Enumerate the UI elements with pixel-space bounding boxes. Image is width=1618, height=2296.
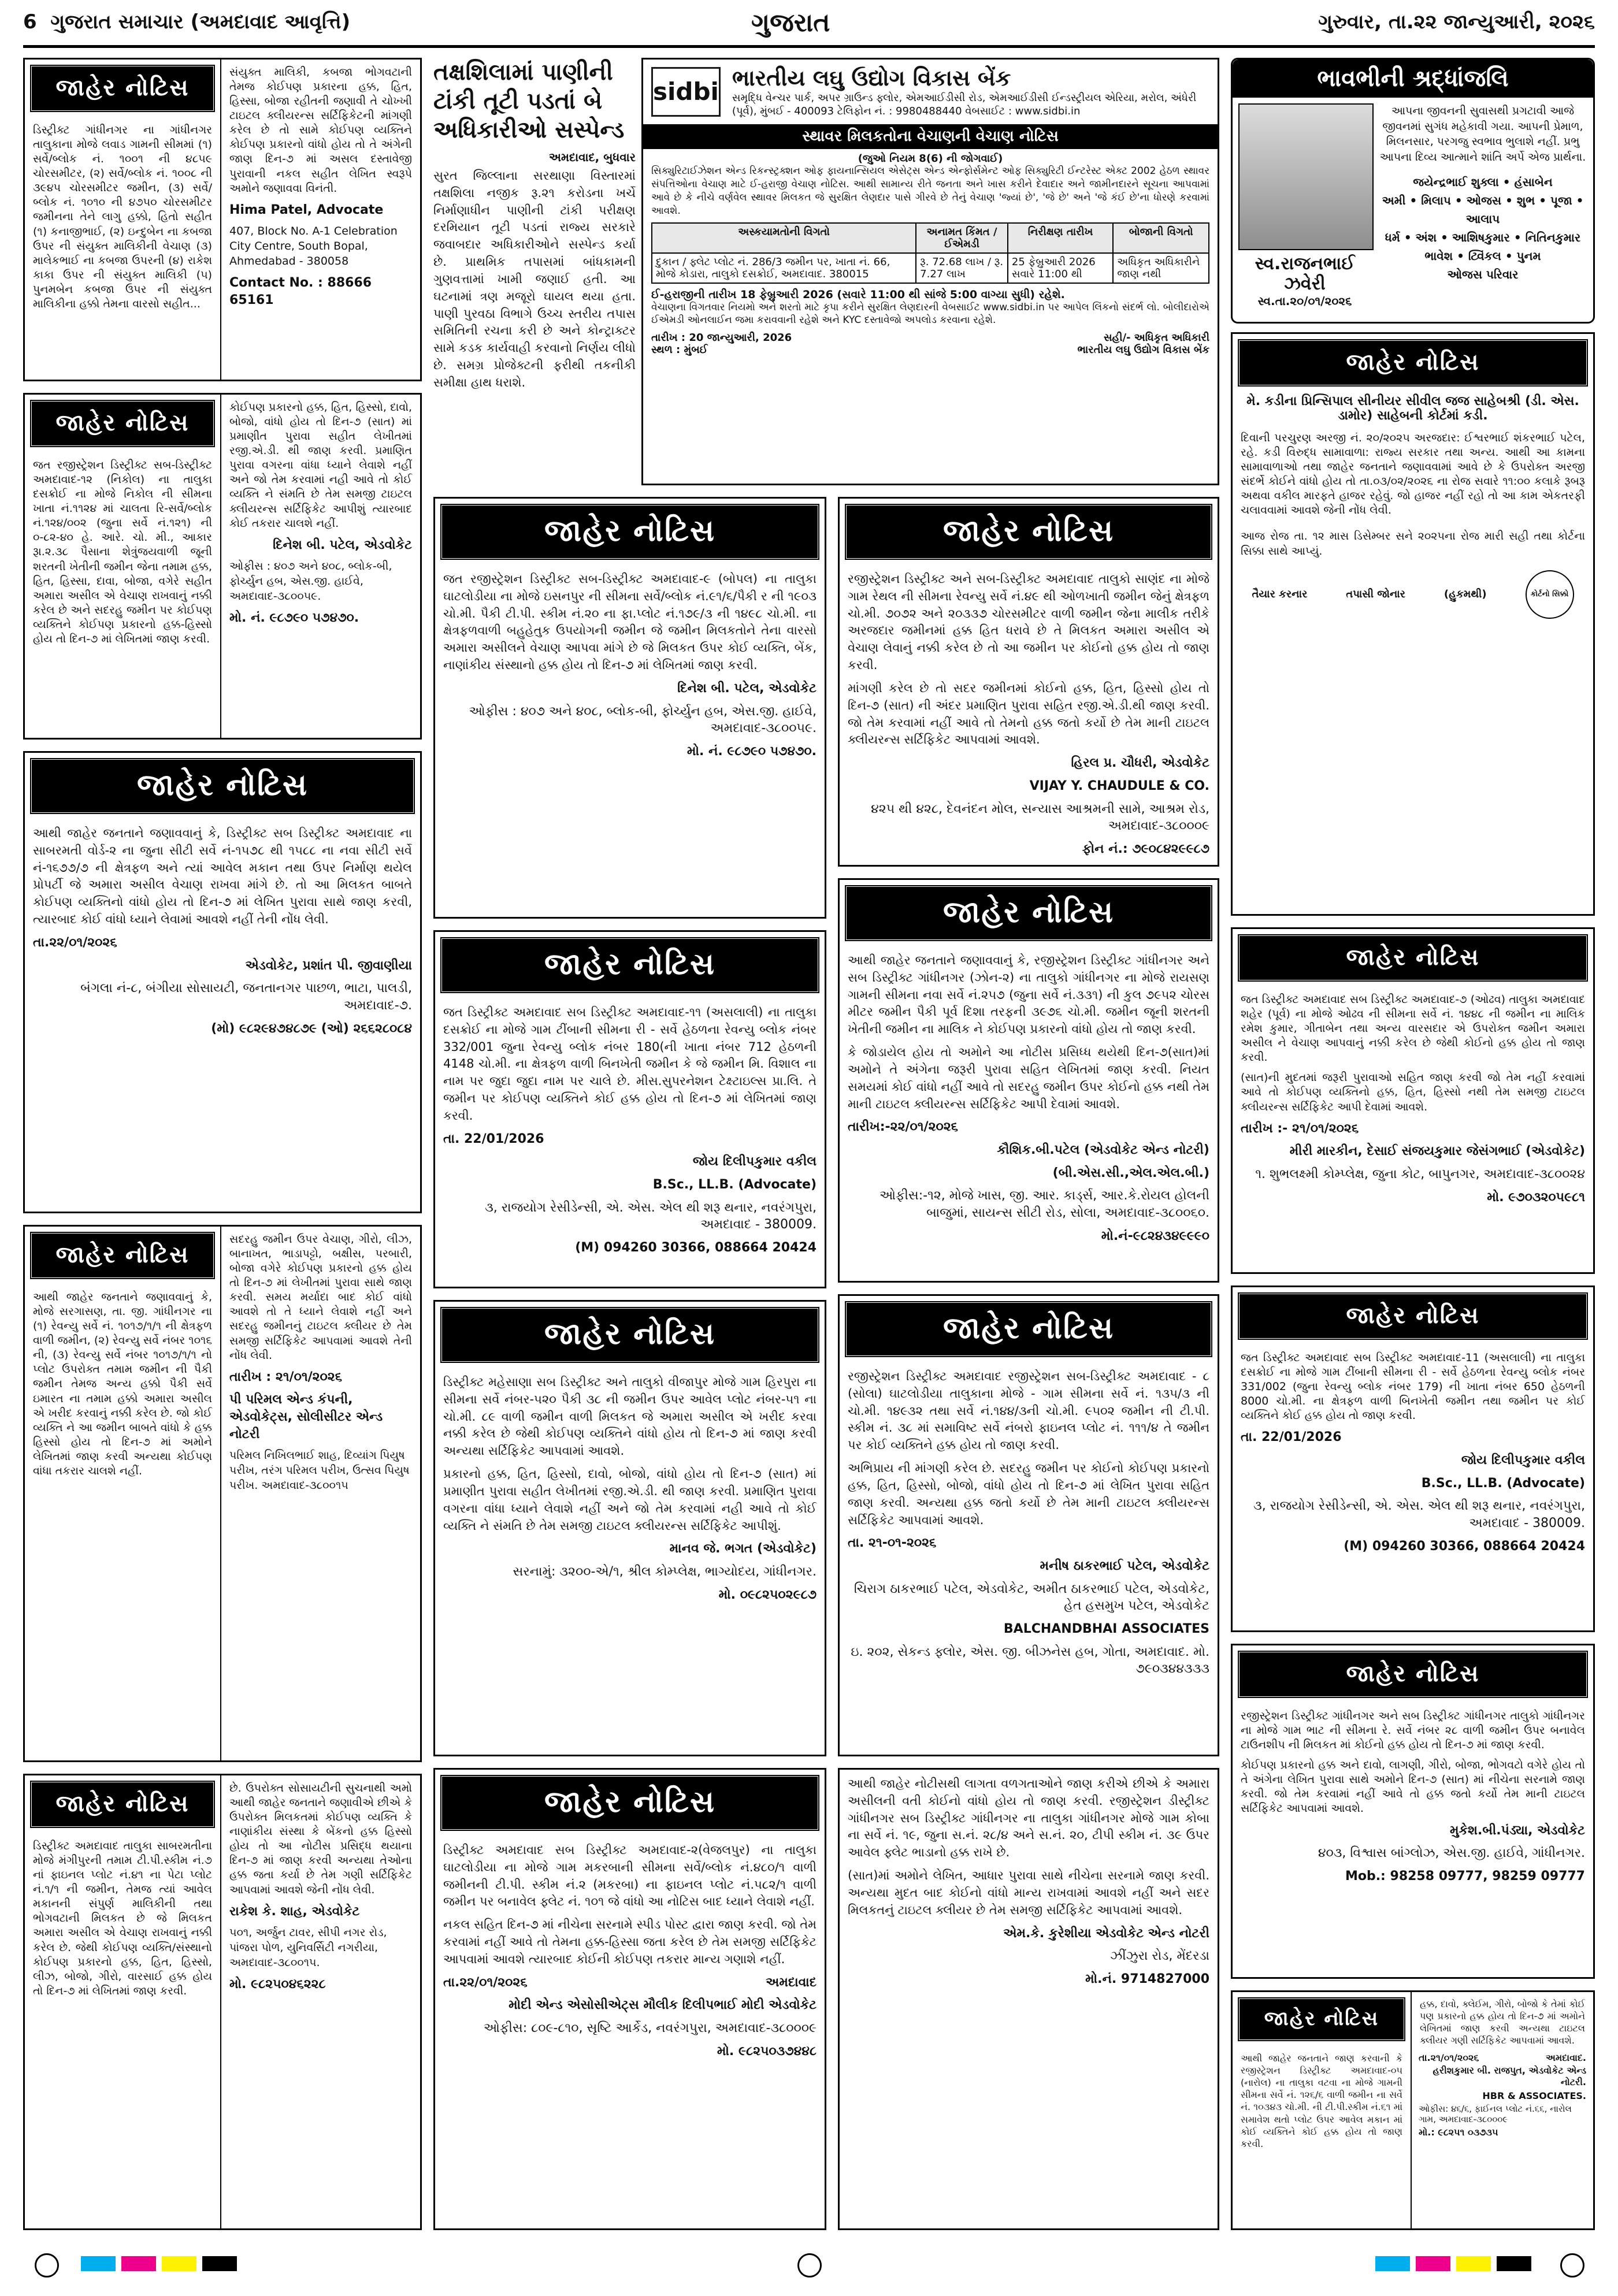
notice-body-2: કોઈપણ પ્રકારનો હક્ક અને દાવો, લાગણી, ગીરો, બોજા, ભોગવટો વગેરે હોય તો તે અંગેના લેખિત પુરાવા સાથે અમોને દિન-૭ (સાત) માં નીચેના સરનામે જાણ કરવી. જો તેમ કરવામાં નહીં આવે તો હક્ક જતો કર્યો તેમ માની ટાઇટલ સર્ટિફિકેટ આપવામાં આવશે. [1241, 1759, 1585, 1815]
page-masthead-left [23, 10, 350, 34]
masthead-rule [23, 45, 1595, 48]
notice-banner: જાહેર નોટિસ [1237, 1292, 1589, 1340]
bank-address: સમૃદ્ધિ વેન્ચર પાર્ક, અપર ગ્રાઉન્ડ ફ્લોર, એમઆઈડીસી રોડ, એમઆઈડીસી ઈન્ડસ્ટ્રીયલ એરિયા, મરોલ, અંધેરી (પૂર્વ), મુંબઈ - 400093 ટેલિફોન નં. : 9980488440 વેબસાઈટ : www.sidbi.in [732, 92, 1197, 118]
notice-body: આથી જાહેર જનતાને જાણ કરવાની કે રજીસ્ટ્રેશન ડિસ્ટ્રીક્ટ અમદાવાદ-૦૫ (નારોલ) ના તાલુકા વટવા ના મોજે ગામની સીમના સર્વે નં. ૧૨૬/૬ વાળી જમીન ના સર્વે નં. ૧૦૩૪૩ ચો.મી. ની ટી.પી.સ્કીમ નં.૬૧ માં સમાવેશ થતો પ્લોટ ઉપર આવેલ મકાન માં કોઈ વ્યક્તિને કોઈ હક્ક હોય તો જાણ કરવી. [1241, 2053, 1403, 2149]
public-notice-6 [433, 497, 826, 919]
notice-banner: જાહેર નોટિસ [440, 1774, 820, 1831]
public-notice-5 [23, 1774, 422, 2230]
notice-body: રજીસ્ટ્રેશન ડિસ્ટ્રીક્ટ અને સબ-ડિસ્ટ્રીક્ટ અમદાવાદ તાલુકો સાણંદ ના મોજે ગામ રેથલ ની સીમના રેવન્યુ સર્વે નં.૪૯ થી ઓળખાતી જમીન જેનું ક્ષેત્રફળ ચો.મી. ૭૦૭૨ અને ૨૦૩૩૭ ચોરસમીટર વાળી જમીન જેના માલીક તરીકે અરજદાર જમીનમાં હક્ક હિત ધરાવે છે તે મિલકત અમારા અસીલ એ વેચાણ લેવાનું નક્કી કરેલ છે તો આ જમીન પર કોઈનો હક્ક હોય તો જાણ કરવી. [848, 572, 1209, 673]
public-notice-17 [1231, 1990, 1595, 2230]
notice-signer: મીરી મારકીન, દેસાઈ સંજયકુમાર જેસંગભાઈ (એડવોકેટ) [1289, 1144, 1585, 1159]
notice-contact: (M) 094260 30366, 088664 20424 [575, 1240, 817, 1255]
family-line-4: ભાવેશ • ટ્વિંકલ • પુનમ [1424, 249, 1541, 263]
table-row [652, 253, 1209, 283]
notice-body-right: છે. ઉપરોક્ત સોસાયટીની સુચનાથી અમો આથી જાહેર જનતાને જણાવીએ છીએ કે ઉપરોક્ત મિલકતમાં કોઈપણ વ્યક્તિ કે નાણાંકીય સંસ્થા કે બેંકનો હક્ક હિસ્સો હોય તો આ નોટીસ પ્રસિદ્ધ થયાના દિન-૭ માં જાણ કરવી અન્યથા તેઓના હક્ક જતા કર્યા છે તેમ ગણી સર્ટિફિકેટ આપવામાં આવશે જેની નોંધ લેવી. [229, 1782, 412, 1896]
notice-address: ૩, રાજયોગ રેસીડેન્સી, એ. એસ. એલ થી શરૂ થનાર, નવરંગપુરા, અમદાવાદ - 380009. [485, 1200, 817, 1232]
court-notice [1231, 332, 1595, 916]
notice-body-2: અભિપ્રાય ની માંગણી કરેલ છે. સદરહુ જમીન પર કોઈનો કોઈપણ પ્રકારનો હક્ક, હિત, હિસ્સો, બોજો, વાંધો હોય તો દિન-૭ માં લેખિત પુરાવા સહિત જાણ કરવી. અન્યથા હક્ક જતો કર્યો છે તેમ માની ટાઇટલ ક્લીયરન્સ સર્ટિફિકેટ આપવામાં આવશે. [848, 1461, 1209, 1527]
registration-mark [797, 2253, 822, 2278]
deceased-name: સ્વ.રાજનભાઈ ઝવેરી [1255, 254, 1355, 294]
notice-contact: મો. નં. ૯૮૭૯૦ ૫૭૪૭૦. [229, 611, 359, 626]
notice-body-right: હક્ક, દાવો, ક્લેઈમ, ગીરો, બોજો કે તેમાં કોઈ પણ પ્રકારનો હક્ક હોય તો દિન-૭ માં અમોને લેખિતમાં જાણ કરવી અન્યથા ટાઇટલ ક્લીયર ગણી સર્ટિફિકેટ આપવામાં આવશે. [1420, 1998, 1585, 2046]
obituary-box [1231, 58, 1595, 324]
notice-degree: B.Sc., LL.B. (Advocate) [652, 1177, 817, 1192]
notice-banner: જાહેર નોટિસ [844, 885, 1213, 942]
public-notice-9 [433, 1768, 826, 2230]
notice-address: ઓફીસ : ૪૦૭ અને ૪૦૮, બ્લોક-બી, ફોર્ચ્યુન હબ, એસ.જી. હાઈવે, અમદાવાદ-૩૮૦૦૫૯. [229, 560, 392, 603]
col-reserve: અનામત કિંમત / ઈએમડી [916, 223, 1008, 253]
notice-date: તારીખ : ૨૧/૦૧/૨૦૨૬ [229, 1369, 343, 1384]
bank-terms: વેચાણના વિગતવાર નિયમો અને શરતો માટે કૃપા કરીને સુરક્ષિત લેણદારની વેબસાઈટ www.sidbi.in પર આપેલ લિંકનો સંદર્ભ લો. બોલીદારોએ ઈએમડી ઓનલાઈન જમા કરાવવાની રહેશે અને KYC દસ્તાવેજો અપલોડ કરવાના રહેશે. [651, 301, 1209, 326]
notice-body: જત ડિસ્ટ્રીક્ટ અમદાવાદ સબ ડિસ્ટ્રીક્ટ અમદાવાદ-૧૧ (અસલાલી) ના તાલુકા દસક્રોઈ ના મોજે ગામ ટીંબાની સીમના રી - સર્વે હેઠળના રેવન્યુ બ્લોક નંબર 332/001 જુના રેવન્યુ બ્લોક નંબર 180(ની ખાતા નંબર 712 હેઠળની 4148 ચો.મી. ના ક્ષેત્રફળ વાળી બિનખેતી જમીન કે જે જમીન મિ. વિશાલ ના નામ પર જુદા જુદા નામ પર ચાલે છે. મીસ.સુપરનેશન ટેક્ષ્ટાઇલ્સ પ્રા.લિ. તે જમીન પર કોઈપણ વ્યક્તિને કોઈ હક્ક હોય તો દિન-૭ માં લેખિતમાં જાણ કરવી. [443, 1005, 817, 1123]
public-notice-8 [433, 1300, 826, 1756]
notice-contact: મો. ૯૭૦૩૨૦૫૯૮૧ [1487, 1190, 1585, 1205]
notice-contact: (મો) ૯૮૨૯૪૭૪૮૭૯ (ઓ) ૨૬૬૨૮૦૮૪ [211, 1021, 412, 1036]
notice-contact: મો. ૯૮૨૫૦૪૬૨૨૮ [229, 1977, 326, 1992]
notice-body: આથી જાહેર જનતાને જણાવવાનું કે, મોજે સરગાસણ, તા. જી. ગાંધીનગર ના (૧) રેવન્યુ સર્વે નં. ૧૦૧૭/૧/૧ ની ક્ષેત્રફળ વાળી જમીન, (૨) રેવન્યુ સર્વે નંબર ૧૦૧૬ ની, (૩) રેવન્યુ સર્વે નંબર ૧૦૧૭/૧/૧ નો પ્લોટ ઉપરોક્ત તમામ જમીન ની પૈકી જમીન તેમજ અન્ય હક્કો પૈકી સર્વે ઇમારત ના તમામ હક્કો અમારા અસીલ એ ખરીદ કરવાનું નક્કી કરેલ છે. જો કોઈ વ્યક્તિ ને આ જમીન બાબતે વાંધો કે હક્ક હિસ્સો હોય તો દિન-૭ માં અમોને લેખિતમાં જાણ કરવી અન્યથા કોઈપણ વાંધા તકરાર ચાલશે નહીં. [33, 1291, 213, 1477]
notice-signer: Hima Patel, Advocate [229, 202, 384, 217]
public-notice-14 [1231, 927, 1595, 1274]
notice-firm: VIJAY Y. CHAUDULE & CO. [1029, 778, 1209, 793]
notice-signer: એમ.કે. કુરેશીયા એડવોકેટ એન્ડ નોટરી [1003, 1926, 1209, 1941]
registration-mark [1560, 2253, 1584, 2278]
bank-header [651, 65, 1209, 118]
notice-signer: દિનેશ બી. પટેલ, એડવોકેટ [273, 537, 412, 552]
notice-banner: જાહેર નોટિસ [440, 503, 820, 560]
notice-date: તા. 22/01/2026 [1241, 1430, 1342, 1445]
notice-contact: ફોન નં.: ૭૯૦૮૪૨૯૯૮૭ [1082, 841, 1209, 856]
bank-signer-org: ભારતીય લઘુ ઉદ્યોગ વિકાસ બેંક [1077, 344, 1209, 356]
court-body: દિવાની પરચુરણ અરજી નં. ૨૦/૨૦૨૫ અરજદાર: ઈશ્વરભાઈ શંકરભાઈ પટેલ, રહે. કડી વિરુદ્ધ સામાવાળા: રાજ્ય સરકાર તથા અન્ય. આથી આ કામના સામાવાળાઓ તથા જાહેર જનતાને જણાવવામાં આવે છે કે ઉપરોક્ત અરજી સંદર્ભે કોઈને વાંધો હોય તો તા.૦૩/૦૨/૨૦૨૬ ના રોજ સવારે ૧૧:૦૦ કલાકે રૂબરૂ અથવા વકીલ મારફતે હાજર રહેવું. જો હાજર નહીં રહો તો આ કામ એકતરફી ચલાવવામાં આવશે જેની નોંધ લેવી. [1241, 432, 1585, 517]
notice-body-right: કોઈપણ પ્રકારનો હક્ક, હિત, હિસ્સો, દાવો, બોજો, વાંધો હોય તો દિન-૭ (સાત) માં પ્રમાણીત પુરાવા સહીત લેખીતમાં રજી.એ.ડી. થી જાણ કરવી. પ્રમાણિત પુરાવા વગરના વાંધા ધ્યાને લેવાશે નહીં અને જો તેમ કરવામાં નહી આવે તો કોઈ વ્યક્તિ ને સંમતિ છે તેમ સમજી ટાઇટલ ક્લીયરન્સ સર્ટિફિકેટ આપીશું ત્યારબાદ કોઈ તકરાર ચાલશે નહીં. [229, 401, 412, 530]
notice-address: ૫૦૧, અર્જુન ટાવર, સીપી નગર રોડ, પાંજરા પોળ, યુનિવર્સિટી નગરીયા, અમદાવાદ-૩૮૦૦૧૫. [229, 1926, 387, 1969]
obituary-title: ભાવભીની શ્રદ્ધાંજલિ [1233, 60, 1593, 98]
notice-signer: માનવ જે. ભગત (એડવોકેટ) [669, 1541, 817, 1556]
notice-signer: એડવોકેટ, પ્રશાંત પી. જીવાણીયા [245, 958, 412, 973]
court-seal: કોર્ટનો સિક્કો [1526, 570, 1574, 619]
notice-body-2: પ્રકારનો હક્ક, હિત, હિસ્સો, દાવો, બોજો, વાંધો હોય તો દિન-૭ (સાત) માં પ્રમાણીત પુરાવા સહીત લેખીતમાં રજી.એ.ડી. થી જાણ કરવી. પ્રમાણિત પુરાવા વગરના વાંધા ધ્યાને લેવાશે નહીં અને જો તેમ કરવામાં નહી આવે તો કોઈ વ્યક્તિ ને સંમતિ છે તેમ સમજી ટાઇટલ ક્લીયરન્સ સર્ટિફિકેટ આપીશું. [443, 1467, 817, 1533]
notice-contact: મો.: ૯૮૨૫૧ ૦૩૭૩૫ [1419, 2127, 1498, 2138]
notice-contact: (M) 094260 30366, 088664 20424 [1344, 1539, 1585, 1554]
notice-banner: જાહેર નોટિસ [29, 757, 415, 815]
notice-address: સરનામું: ૩૨૦૦-એ/૧, શ્રીલ કોમ્પ્લેક્ષ, ભાગ્યોદય, ગાંધીનગર. [513, 1565, 817, 1579]
public-notice-2 [23, 393, 422, 740]
notice-body-2: માંગણી કરેલ છે તો સદર જમીનમાં કોઈનો હક્ક, હિત, હિસ્સો હોય તો દિન-૭ (સાત) ની અંદર પ્રમાણિત પુરાવા સહિત રજી.એ.ડી.થી જાણ કરવી. જો તેમ કરવામાં નહીં આવે તો તેમનો હક્ક જતો કર્યો છે તેમ માની ટાઇટલ ક્લીયરન્સ સર્ટિફિકેટ આપવામાં આવશે. [848, 681, 1209, 747]
notice-address: ૪૨૫ થી ૪૨૮, દેવનંદન મોલ, સન્યાસ આશ્રમની સામે, આશ્રમ રોડ, અમદાવાદ-૩૮૦૦૦૯ [871, 801, 1209, 834]
public-notice-15 [1231, 1286, 1595, 1632]
notice-address: ઓફીસ:-૧૨, મોજે ખાસ, જી. આર. કાર્ડ્સ, આર.કે.રોયલ હોલની બાજુમાં, સાયન્સ સીટી રોડ, સોલા, અમદાવાદ-૩૮૦૦૬૦. [879, 1188, 1209, 1221]
notice-body-2: (સાત)માં અમોને લેખિત, આધાર પુરાવા સાથે નીચેના સરનામે જાણ કરવી. અન્યથા મુદત બાદ કોઈનો વાંધો માન્ય રાખવામાં આવશે નહીં અને સદર મિલકતનું ટાઇટલ ક્લીયર છે તેમ સમજી સર્ટિફિકેટ આપવામાં આવશે. [848, 1868, 1209, 1917]
deceased-date: સ્વ.તા.૨૦/૦૧/૨૦૨૬ [1257, 294, 1352, 308]
notice-address: ઓફીસ: ૪૬/૬, ફાઈનલ પ્લોટ નં.૬૬, નારોલ ગામ, અમદાવાદ-૩૮૦૦૦૯ [1419, 2104, 1572, 2125]
notice-contact: મો.નં. 9714827000 [1085, 1971, 1209, 1986]
notice-banner: જાહેર નોટિસ [844, 503, 1213, 560]
news-headline: તક્ષશિલામાં પાણીની ટાંકી તૂટી પડતાં બે અધિકારીઓ સસ્પેન્ડ [433, 59, 625, 143]
issue-date: ગુરુવાર, તા.૨૨ જાન્યુઆરી, ૨૦૨૬ [1318, 10, 1595, 34]
notice-address: ચિરાગ ઠાકરભાઈ પટેલ, એડવોકેટ, અમીત ઠાકરભાઈ પટેલ, એડવોકેટ, હેત હસમુખ પટેલ, એડવોકેટ [853, 1581, 1209, 1614]
notice-body-right: સંયુક્ત માલિકી, કબજા ભોગવટાની તેમજ કોઈપણ પ્રકારના હક્ક, હિત, હિસ્સા, બોજા રહીતની જણાવી તે ચોખ્ખી ટાઇટલ ક્લીયરન્સ સર્ટિફિકેટની માંગણી કરેલ છે તો સામે કોઈપણ વ્યક્તિને કોઈપણ પ્રકારનો વાંધો હોય તો તે અંગેની જાણ દિન-૭ માં અસલ દસ્તાવેજી પુરાવાની નકલ સહીત લેખિત સ્વરૂપે અમોને જણાવવા વિનંતી. [229, 66, 412, 195]
notice-body: આથી જાહેર નોટીસથી લાગતા વળગતાઓને જાણ કરીએ છીએ કે અમારા અસીલની વતી કોઈનો વાંધો હોય તો જાણ કરવી. રજીસ્ટ્રેશન ડીસ્ટ્રીક્ટ ગાંધીનગર સબ ડિસ્ટ્રીક્ટ ગાંધીનગર ના તાલુકા ગાંધીનગર મોજે ગામ કોબા ના સર્વે નં. ૧૯, જુના સ.નં. ૨૮/૪ અને સ.નં. ૨૦, ટીપી સ્કીમ નં. ૩૯ ઉપર આવેલ ફ્લેટ ભાડાનો હક્ક રાખે છે. [848, 1777, 1209, 1860]
notice-address: ૧. શુભલક્ષ્મી કોમ્પ્લેક્ષ, જુના કોટ, બાપુનગર, અમદાવાદ-૩૮૦૦૨૪ [1255, 1167, 1585, 1182]
public-notice-3 [23, 751, 422, 1213]
notice-body: જત ડિસ્ટ્રીક્ટ અમદાવાદ સબ ડિસ્ટ્રીક્ટ અમદાવાદ-11 (અસલાલી) ના તાલુકા દસક્રોઈ ના મોજે ગામ ટીંબાની સીમના રી - સર્વે હેઠળના રેવન્યુ બ્લોક નંબર 331/002 (જુના રેવન્યુ બ્લોક નંબર 179) ની ખાતા નંબર 650 હેઠળની 8000 ચો.મી. ના ક્ષેત્રફળ વાળી બિનખેતી જમીન તથા જમીન પર કોઈ વ્યક્તિને કોઈ હક્ક હોય તો જાણ કરવી. [1241, 1351, 1585, 1422]
notice-body-right: સદરહુ જમીન ઉપર વેચાણ, ગીરો, લીઝ, બાનાખત, ભાડાપટ્ટો, બક્ષીસ, પરબારી, બોજા વગેરે કોઈપણ પ્રકારનો હક્ક હોય તો દિન-૭ માં લેખીતમાં પુરાવા સાથે જાણ કરવી. સમય મર્યાદા બાદ કોઈ વાંધો આવશે તો તે ધ્યાને લેવાશે નહીં અને સદરહુ જમીનનું ટાઇટલ ક્લીયર છે તેમ સમજી સર્ટિફિકેટ આપવામાં આવશે તેની નોંધ લેવી. [229, 1233, 412, 1362]
notice-body: જત રજીસ્ટ્રેશન ડિસ્ટ્રીક્ટ સબ-ડિસ્ટ્રીક્ટ અમદાવાદ-૧૨ (નિકોલ) ના તાલુકા દસક્રોઈ ના મોજે નિકોલ ની સીમના ખાતા નં.૧૧૨૪ માં ચાલતા રિ-સર્વે/બ્લોક નં.૧૨૪/૦૦૨ (જુના સર્વે નં.૧૨૧) ની ૦-૮૨-૪૦ હે. આરે. ચો. મી., આકાર રૂા.૨.૩૮ પૈસાના શેત્રુંજયવાળી જૂની શરતની ખેતીની જમીન જેના તમામ હક્ક, હિત, હિસ્સા, દાવા, બોજા, વગેરે સહીત અમારા અસીલ એ વેચાણ રાખવાનું નક્કી કરેલ છે અને સદરહુ જમીન પર કોઈપણ વ્યક્તિને કોઈપણ પ્રકારનો હક્ક-હિસ્સો હોય તો દિન-૭ માં લેખિતમાં જાણ કરવી. [33, 459, 213, 645]
reserve-price: રૂ. 72.68 લાખ / રૂ. 7.27 લાખ [916, 253, 1008, 283]
notice-body: ડિસ્ટ્રીક્ટ ગાંધીનગર ના ગાંધીનગર તાલુકાના મોજે લવાડ ગામની સીમમાં (૧) સર્વે/બ્લોક નં. ૧૦૦૧ ની ૪૮૫૯ ચોરસમીટર, (૨) સર્વે/બ્લોક નં. ૧૦૦૮ ની ૩૯૪૫ ચોરસમીટર જમીન, (૩) સર્વે/બ્લોક નં. ૧૦૧૦ ની ૪૭૫૦ ચોરસમીટર જમીનના તેને લાગુ હક્કો, હિતો સહીત (૧) કનાજીભાઈ, (૨) ઇન્દુબેન ના કબજા ઉપર ની સંયુક્ત માલિકીની વેચાણ (૩) માલેકભાઈ ના કબજા ઉપરની (૪) રાકેશ કાકા ઉપર ની સંયુક્ત માલિકી (૫) પુનમબેન કબજા ઉપર ની સંયુક્ત માલિકીના હક્કો તેમના વારસો સહીત... [33, 124, 213, 310]
notice-address: ૩, રાજયોગ રેસીડેન્સી, એ. એસ. એલ થી શરૂ થનાર, નવરંગપુરા, અમદાવાદ - 380009. [1253, 1499, 1585, 1531]
public-notice-4 [23, 1225, 422, 1762]
notice-contact: મો.નં-૯૮૨૪૩૪૯૯૯૦ [1101, 1228, 1209, 1243]
notice-body: ડિસ્ટ્રીક્ટ મહેસાણા સબ ડિસ્ટ્રીક્ટ અને તાલુકો વીજાપુર મોજે ગામ હિરપુરા ના સીમના સર્વે નંબર-૫૨૦ પૈકી ૩૮ ની જમીન ઉપર આવેલ પ્લોટ નંબર-૫૧ ના ચો.મી. ૮૯ વાળી જમીન વાળી મિલકત જે અમારા અસીલ એ ખરીદ કરવા નક્કી કરેલ છે જેથી કોઈપણ વ્યક્તિને વાંધો હોય તો દિન-૭ માં જાણ કરવી અન્યથા સર્ટિફિકેટ આપવામાં આવશે. [443, 1375, 817, 1458]
notice-firm: HBR & ASSOCIATES. [1482, 2090, 1586, 2102]
notice-address: ૪૦૩, વિશ્વાસ બાંગ્લોઝ, એસ.જી. હાઈવે, ગાંધીનગર. [1318, 1846, 1585, 1861]
notice-date: તા. ૨૧-૦૧-૨૦૨૬ [848, 1536, 937, 1551]
bank-rule: (જુઓ નિયમ 8(6) ની જોગવાઈ) [858, 152, 1003, 165]
notice-body: ડિસ્ટ્રીક્ટ અમદાવાદ તાલુકા સાબરમતીના મોજે મંગીપુરની તમામ ટી.પી.સ્કીમ નં.૭ નાં ફાઇનલ પ્લોટ નં.૪૧ ના પેટા પ્લોટ નં.૧/૧ ની જમીન, તેમજ ત્યાં આવેલ મકાનની સંપુર્ણ માલિકીની તથા ભોગવટાની મિલકત છે જે મિલકત અમારા અસીલ એ વેચાણ રાખવાનું નક્કી કરેલ છે. જેથી કોઈપણ વ્યક્તિ/સંસ્થાનો કોઈપણ પ્રકારનો હક્ક, હિત, હિસ્સો, લીઝ, બોજો, ગીરો, વારસાઈ હક્ક હોય તો દિન-૭ માં લેખિતમાં જાણ કરવી. [33, 1840, 213, 1997]
notice-banner: જાહેર નોટિસ [1237, 934, 1589, 982]
notice-date: તા.૨૧/૦૧/૨૦૨૬ [1419, 2052, 1479, 2064]
notice-date: તા.૨૨/૦૧/૨૦૨૬ [33, 935, 117, 950]
public-notice-11 [838, 878, 1219, 1283]
notice-signer: મુકેશ.બી.પંડ્યા, એડવોકેટ [1449, 1823, 1585, 1838]
notice-date: તા.૨૨/૦૧/૨૦૨૬ [443, 1975, 528, 1990]
public-notice-7 [433, 930, 826, 1288]
public-notice-10 [838, 497, 1219, 867]
notice-body: આથી જાહેર જનતાને જણાવવાનું કે, રજીસ્ટ્રેશન ડિસ્ટ્રીક્ટ ગાંધીનગર અને સબ ડિસ્ટ્રીક્ટ ગાંધીનગર (ઝોન-૨) ના તાલુકો ગાંધીનગર ના મોજે રાયસણ ગામની સીમના નવા સર્વે નં.૨૫૭ (જુના સર્વે નં.૩૩૧) ની કુલ ૭૯૫૨ ચોરસ મીટર જમીન પૈકી પૂર્વ દિશા તરફની ૩૯૭૬ ચો.મી. જમીન જૂની શરતની ખેતીની જમીન ના માલિક ને કોઈપણ પ્રકારનો વાંધો હોય તો જાણ કરવી. [848, 953, 1209, 1036]
notice-body: રજીસ્ટ્રેશન ડિસ્ટ્રીક્ટ ગાંધીનગર અને સબ ડિસ્ટ્રીક્ટ ગાંધીનગર તાલુકો ગાંધીનગર ના મોજે ગામ ભાટ ની સીમના રે. સર્વે નંબર ૨૮ વાળી જમીન ઉપર બનાવેલ ટાઉનશીપ ની મિલકત માં કોઈનો હક્ક હોય તો દિન-૭ માં જાણ કરવી. [1241, 1710, 1585, 1752]
notice-contact: મો. ૦૯૮૨૫૦૨૯૮૭ [718, 1587, 817, 1602]
color-bar-black [202, 2256, 237, 2271]
bank-place: સ્થળ : મુંબઈ [651, 344, 708, 356]
notice-address: 407, Block No. A-1 Celebration City Centre, South Bopal, Ahmedabad - 380058 [229, 225, 398, 268]
notice-signer: મનીષ ઠાકરભાઈ પટેલ, એડવોકેટ [1040, 1559, 1209, 1573]
color-bar-cyan [81, 2256, 116, 2271]
page-number: 6 [23, 10, 37, 34]
notice-place: અમદાવાદ. [1546, 2052, 1586, 2064]
color-bar-magenta [121, 2256, 156, 2271]
notice-body-2: નકલ સહિત દિન-૭ માં નીચેના સરનામે સ્પીડ પોસ્ટ દ્વારા જાણ કરવી. જો તેમ કરવામાં નહીં આવે તો તેમના હક્ક-હિસ્સા જતા કરેલ છે તેમ સમજી સર્ટિફિકેટ આપવામાં આવશે ત્યારબાદ કોઈની કોઈપણ તકરાર માન્ય ગણાશે નહીં. [443, 1918, 817, 1966]
family-line-3: ધર્મ • અંશ • આશિષકુમાર • નિતિનકુમાર [1385, 231, 1581, 245]
court-sign-2: તપાસી જોનાર [1346, 588, 1405, 601]
notice-signer: હિરલ પ્ર. ચૌધરી, એડવોકેટ [1071, 756, 1209, 771]
bank-date: તારીખ : 20 જાન્યુઆરી, 2026 [651, 332, 792, 344]
notice-degree: (બી.એસ.સી.,એલ.એલ.બી.) [1052, 1165, 1209, 1180]
notice-contact: મો. નં. ૯૮૭૯૦ ૫૭૪૭૦. [686, 744, 817, 759]
bank-signer: સહી/- અધિકૃત અધિકારી [1103, 332, 1209, 344]
public-notice-1 [23, 58, 422, 381]
notice-banner: જાહેર નોટિસ [1237, 1997, 1406, 2042]
court-sign-1: તૈયાર કરનાર [1252, 588, 1308, 601]
color-bar-cyan [1375, 2256, 1410, 2271]
notice-banner: જાહેર નોટિસ [29, 64, 216, 113]
encumbrance: અધિકૃત અધિકારીને જાણ નથી [1113, 253, 1209, 283]
news-dateline: અમદાવાદ, બુધવાર [548, 150, 636, 164]
news-body: સુરત જિલ્લાના સરથાણા વિસ્તારમાં તક્ષશિલા નજીક રૂ.૨૧ કરોડના ખર્ચે નિર્માણાધીન પાણીની ટાંકી પરીક્ષણ દરમિયાન તૂટી પડતાં રાજ્ય સરકારે જવાબદાર અધિકારીઓને સસ્પેન્ડ કર્યા છે. પ્રાથમિક તપાસમાં બાંધકામની ગુણવત્તામાં ખામી જણાઈ હતી. આ ઘટનામાં ત્રણ મજૂરો ઘાયલ થયા હતા. પાણી પુરવઠા વિભાગે ઉચ્ચ સ્તરીય તપાસ સમિતિની રચના કરી છે અને કોન્ટ્રાક્ટર સામે કડક કાર્યવાહી કરવાનો નિર્ણય લીધો છે. સમગ્ર પ્રોજેક્ટની ફરીથી તકનીકી સમીક્ષા હાથ ધરાશે. [433, 169, 636, 389]
public-notice-16 [1231, 1644, 1595, 1979]
notice-signer: કૌશિક.બી.પટેલ (એડવોકેટ એન્ડ નોટરી) [997, 1143, 1209, 1157]
notice-banner: જાહેર નોટિસ [440, 937, 820, 994]
notice-banner: જાહેર નોટિસ [29, 1231, 216, 1280]
notice-date: તા. 22/01/2026 [443, 1131, 544, 1146]
bank-intro: સિક્યુરિટાઈઝેશન એન્ડ રિકન્સ્ટ્રક્શન ઓફ ફાયનાન્સિયલ એસેટ્સ એન્ડ એન્ફોર્સમેન્ટ ઓફ સિક્યુરિટી ઈન્ટરેસ્ટ એક્ટ 2002 હેઠળ સ્થાવર સંપત્તિઓના વેચાણ માટે ઈ-હરાજી વેચાણ નોટિસ. આથી સામાન્ય રીતે જનતા અને ખાસ કરીને દેવાદાર અને જામીનદારને સૂચના આપવામાં આવે છે કે નીચે વર્ણવેલ સ્થાવર મિલકત જે સુરક્ષિત લેણદાર પાસે ગીરવે છે તેનું વેચાણ 'જ્યાં છે', 'જે છે' અને 'જે કંઈ છે'ના ધોરણે કરવામાં આવશે. [651, 165, 1209, 217]
notice-date: તારીખ :- ૨૧/૦૧/૨૦૨૬ [1241, 1121, 1359, 1136]
notice-body-2: (સાત)ની મુદતમાં જરૂરી પુરાવાઓ સહિત જાણ કરવી જો તેમ નહીં કરવામાં આવે તો કોઈપણ વ્યક્તિનો હક્ક, હિત, હિસ્સો નથી તેમ સમજી ટાઇટલ ક્લીયરન્સ સર્ટિફિકેટ આપી દેવામાં આવશે. [1241, 1071, 1585, 1113]
court-name: મે. કડીના પ્રિન્સિપાલ સીનીયર સીવીલ જજ સાહેબશ્રી (ડી. એસ. ડામોર) સાહેબની કોર્ટમાં કડી. [1246, 394, 1579, 423]
notice-address: ઓફીસ: ૮૦૯-૮૧૦, સૃષ્ટિ આર્કેડ, નવરંગપુરા, અમદાવાદ-૩૮૦૦૦૯ [483, 2021, 817, 2036]
news-story [433, 58, 636, 485]
section-title: ગુજરાત [751, 8, 830, 38]
notice-firm: BALCHANDBHAI ASSOCIATES [1003, 1622, 1209, 1637]
public-notice-13 [838, 1768, 1219, 2230]
notice-signer: જોય દિલીપકુમાર વકીલ [692, 1154, 817, 1169]
bank-title: ભારતીય લઘુ ઉદ્યોગ વિકાસ બેંક [732, 65, 1011, 91]
asset-table [651, 222, 1209, 284]
court-banner: જાહેર નોટિસ [1237, 339, 1589, 387]
court-sign-3: (હુકમથી) [1443, 588, 1487, 601]
notice-contact: મો. ૯૮૨૫૦૩૭૪૪૮ [717, 2044, 817, 2059]
color-bar-yellow [162, 2256, 196, 2271]
notice-address: બંગલા નં-૮, બંગીયા સોસાયટી, જનતાનગર પાછળ, ભાટા, પાલડી, અમદાવાદ-૭. [80, 981, 412, 1013]
notice-place: અમદાવાદ [766, 1975, 817, 1990]
notice-signer: પી પરિમલ એન્ડ કંપની, એડવોકેટ્સ, સોલીસીટર એન્ડ નોટરી [229, 1392, 383, 1441]
notice-signer: હરીશકુમાર બી. રાજપુત, એડવોકેટ એન્ડ નોટરી. [1433, 2065, 1586, 2088]
public-notice-12 [838, 1294, 1219, 1756]
notice-body: આથી જાહેર જનતાને જણાવવાનું કે, ડિસ્ટ્રીક્ટ સબ ડિસ્ટ્રીક્ટ અમદાવાદ ના સાબરમતી વોર્ડ-૨ ના જુના સીટી સર્વે નં-૧૫૭૮ થી ૧૫૮૮ ના નવા સીટી સર્વે નં-૧૬૭૭/૭ ની ક્ષેત્રફળ અને ત્યાં આવેલ મકાન તથા ઉપર નિર્માણ થયેલ પ્રોપર્ટી જે અમારા અસીલ વેચાણ રાખવા માંગે છે. તો આ મિલકત બાબતે કોઈપણ વ્યક્તિનો વાંધો હોય તો દિન-૭ માં લેખિત પુરાવા સાથે જાણ કરવી, ત્યારબાદ કોઈ વાંધો ધ્યાને લેવામાં આવશે નહીં તેની નોંધ લેવી. [33, 826, 412, 927]
col-inspection: નિરીક્ષણ તારીખ [1008, 223, 1113, 253]
obituary-text: આપના જીવનની સુવાસથી પ્રગટાવી આજે જીવનમાં સુગંધ મહેકાવી ગયા. આપની પ્રેમાળ, મિલનસાર, પરગજુ સ્વભાવ ભુલાશે નહીં. પ્રભુ આપના દિવ્ય આત્માને શાંતિ અર્પે એજ પ્રાર્થના. [1379, 105, 1586, 164]
notice-degree: B.Sc., LL.B. (Advocate) [1421, 1476, 1585, 1491]
notice-address: ઝીંઝુરા રોડ, મેંદરડા [1110, 1949, 1209, 1964]
inspection-date: 25 ફેબ્રુઆરી 2026 સવારે 11:00 થી [1008, 253, 1113, 283]
notice-address: પરિમલ નિખિલભાઈ શાહ, દિવ્યાંગ પિયુષ પરીખ, તરંગ પરિમલ પરીખ, ઉત્સવ પિયુષ પરીખ. અમદાવાદ-૩૮૦૦૧૫ [229, 1449, 410, 1492]
col-encumbrance: બોજાની વિગતો [1113, 223, 1209, 253]
family-line-2: અમી • મિલાપ • ઓજસ • શુભ • પૂજા • આલાપ [1382, 194, 1584, 226]
notice-signer: રાકેશ કે. શાહ, એડવોકેટ [229, 1904, 360, 1919]
registration-mark [35, 2253, 59, 2278]
court-footer: આજ રોજ તા. ૧૨ માસ ડિસેમ્બર સને ૨૦૨૫ના રોજ મારી સહી તથા કોર્ટના સિક્કા સાથે આપ્યું. [1241, 530, 1585, 558]
notice-signer: જોય દિલીપકુમાર વકીલ [1461, 1453, 1585, 1468]
notice-banner: જાહેર નોટિસ [440, 1306, 820, 1364]
notice-body: ડિસ્ટ્રીક્ટ અમદાવાદ સબ ડિસ્ટ્રીક્ટ અમદાવાદ-૨(વેજલપુર) ના તાલુકા ઘાટલોડીયા ના મોજે ગામ મકરબાની સીમના સર્વે/બ્લોક નં.૪૮૦/૧ વાળી જમીનની ટી.પી. સ્કીમ નં.૨ (મકરબા) ના ફાઇનલ પ્લોટ નં.૫૮૨/૧ વાળી જમીન પર બનાવેલ ફ્લેટ નં. ૧૦૧ જે વાંધો આ નોટિસ બાદ ધ્યાને લેવાશે નહીં. [443, 1843, 817, 1909]
family-line-5: ઓજસ પરિવાર [1447, 268, 1519, 282]
notice-body: રજીસ્ટ્રેશન ડિસ્ટ્રીક્ટ અમદાવાદ રજીસ્ટ્રેશન સબ-ડિસ્ટ્રીક્ટ અમદાવાદ - ૮ (સોલા) ઘાટલોડીયા તાલુકાના મોજે - ગામ સીમના સર્વે નં. ૧૩૫/૩ ની ચો.મી. ૧૪૯૩૨ તથા સર્વે નં.૧૪૪/૩ની ચો.મી. ૯૫૦૨ જમીન ની ટી.પી. સ્કીમ નં. ૩૮ માં સમાવિષ્ટ સર્વે નંબરો ફાઇનલ પ્લોટ નં. ૧૧૧/૪ તે જમીન પર કોઈ વ્યક્તિને હક્ક હોય તો જાણ કરવી. [848, 1369, 1209, 1452]
notice-contact: Contact No. : 88666 65161 [229, 276, 372, 307]
color-bar-yellow [1456, 2256, 1491, 2271]
notice-banner: જાહેર નોટિસ [1237, 1650, 1589, 1699]
sidbi-logo: sidbi [651, 67, 721, 117]
col-asset: અસ્કયામતોની વિગતો [652, 223, 916, 253]
family-line-1: જયેન્દ્રભાઈ શુક્લા • હંસાબેન [1413, 175, 1553, 190]
notice-signer: મોદી એન્ડ એસોસીએટ્સ મૌલીક દિલીપભાઈ મોદી એડવોકેટ [509, 1998, 817, 2013]
notice-banner: જાહેર નોટિસ [29, 1780, 216, 1829]
color-bar-magenta [1416, 2256, 1450, 2271]
notice-date: તારીખ:-૨૨/૦૧/૨૦૨૬ [848, 1120, 958, 1135]
portrait-photo [1238, 103, 1374, 250]
bank-notice-bar: સ્થાવર મિલકતોના વેચાણની વેચાણ નોટિસ [643, 124, 1218, 149]
color-bar-black [1497, 2256, 1531, 2271]
notice-banner: જાહેર નોટિસ [844, 1301, 1213, 1358]
paper-name: ગુજરાત સમાચાર (અમદાવાદ આવૃત્તિ) [50, 10, 351, 34]
notice-address: ઓફીસ : ૪૦૭ અને ૪૦૮, બ્લોક-બી, ફોર્ચ્યુન હબ, એસ.જી. હાઈવે, અમદાવાદ-૩૮૦૦૫૯. [469, 704, 817, 736]
bank-sale-notice [641, 58, 1219, 485]
notice-contact: ઇ. ૨૦૨, સેકન્ડ ફ્લોર, એસ. જી. બીઝનેસ હબ, ગોતા, અમદાવાદ. મો. ૭૯૦૩૪૪૩૩૩ [851, 1644, 1209, 1677]
notice-banner: જાહેર નોટિસ [29, 399, 216, 448]
auction-date: ઈ-હરાજીની તારીખ 18 ફેબ્રુઆરી 2026 (સવારે 11:00 થી સાંજે 5:00 વાગ્યા સુધી) રહેશે. [651, 288, 1065, 301]
asset-desc: દુકાન / ફ્લેટ પ્લોટ નં. 286/3 જમીન પર, ખાતા નં. 66, મોજે કોડારા, તાલુકો દસક્રોઈ, અમદાવાદ. 380015 [652, 253, 916, 283]
notice-body: જત રજીસ્ટ્રેશન ડિસ્ટ્રીક્ટ સબ-ડિસ્ટ્રીક્ટ અમદાવાદ-૯ (બોપલ) ના તાલુકા ઘાટલોડીયા ના મોજે ઇસનપુર ની સીમના સર્વે/બ્લોક નં.૯૧/૬/પૈકી ર ની ૧૯૦૩ ચો.મી. પૈકી ટી.પી. સ્કીમ નં.૨૦ ના ફા.પ્લોટ નં.૧૭૯/૩ ની ૧૪૯૮ ચો.મી. ના ક્ષેત્રફળવાળી બહુહેતુક ઉપયોગની જમીન જે જમીન મિલકતોને તેના વારસો અમારા અસીલને વેચાણ આપવા માંગે છે જે મિલકત ઉપર કોઈ વ્યક્તિ, બેંક, નાણાંકીય સંસ્થાનો હક્ક હોય તો દિન-૭ માં લેખિતમાં જાણ કરવી. [443, 572, 817, 673]
notice-signer: દિનેશ બી. પટેલ, એડવોકેટ [677, 681, 817, 696]
notice-contact: Mob.: 98258 09777, 98259 09777 [1345, 1868, 1585, 1883]
notice-body-2: કે જોડાયેલ હોય તો અમોને આ નોટીસ પ્રસિધ્ધ થયેથી દિન-૭(સાત)માં અમોને તે અંગેના જરૂરી પુરાવા સહિત લેખિતમાં જાણ કરવી. નિયત સમયમાં કોઈ વાંધો નહીં આવે તો સદરહુ જમીન ઉપર કોઈનો હક્ક નથી તેમ માની ટાઇટલ ક્લીયરન્સ સર્ટિફિકેટ આપી દેવામાં આવશે. [848, 1045, 1209, 1111]
notice-body: જત ડિસ્ટ્રીક્ટ અમદાવાદ સબ ડિસ્ટ્રીક્ટ અમદાવાદ-૭ (ઓઢવ) તાલુકા અમદાવાદ શહેર (પૂર્વ) ના મોજે ઓઢવ ની સીમના સર્વે નં. ૧૪૪૮ ની જમીન ના માલિક રમેશ કુમાર, ગીતાબેન તથા અન્ય વારસદાર એ ઉપરોક્ત જમીન અમારા અસીલ ને વેચાણ આપવાનું નક્કી કરેલ છે જેથી કોઈનો હક્ક હોય તો જાણ કરવી. [1241, 993, 1585, 1064]
